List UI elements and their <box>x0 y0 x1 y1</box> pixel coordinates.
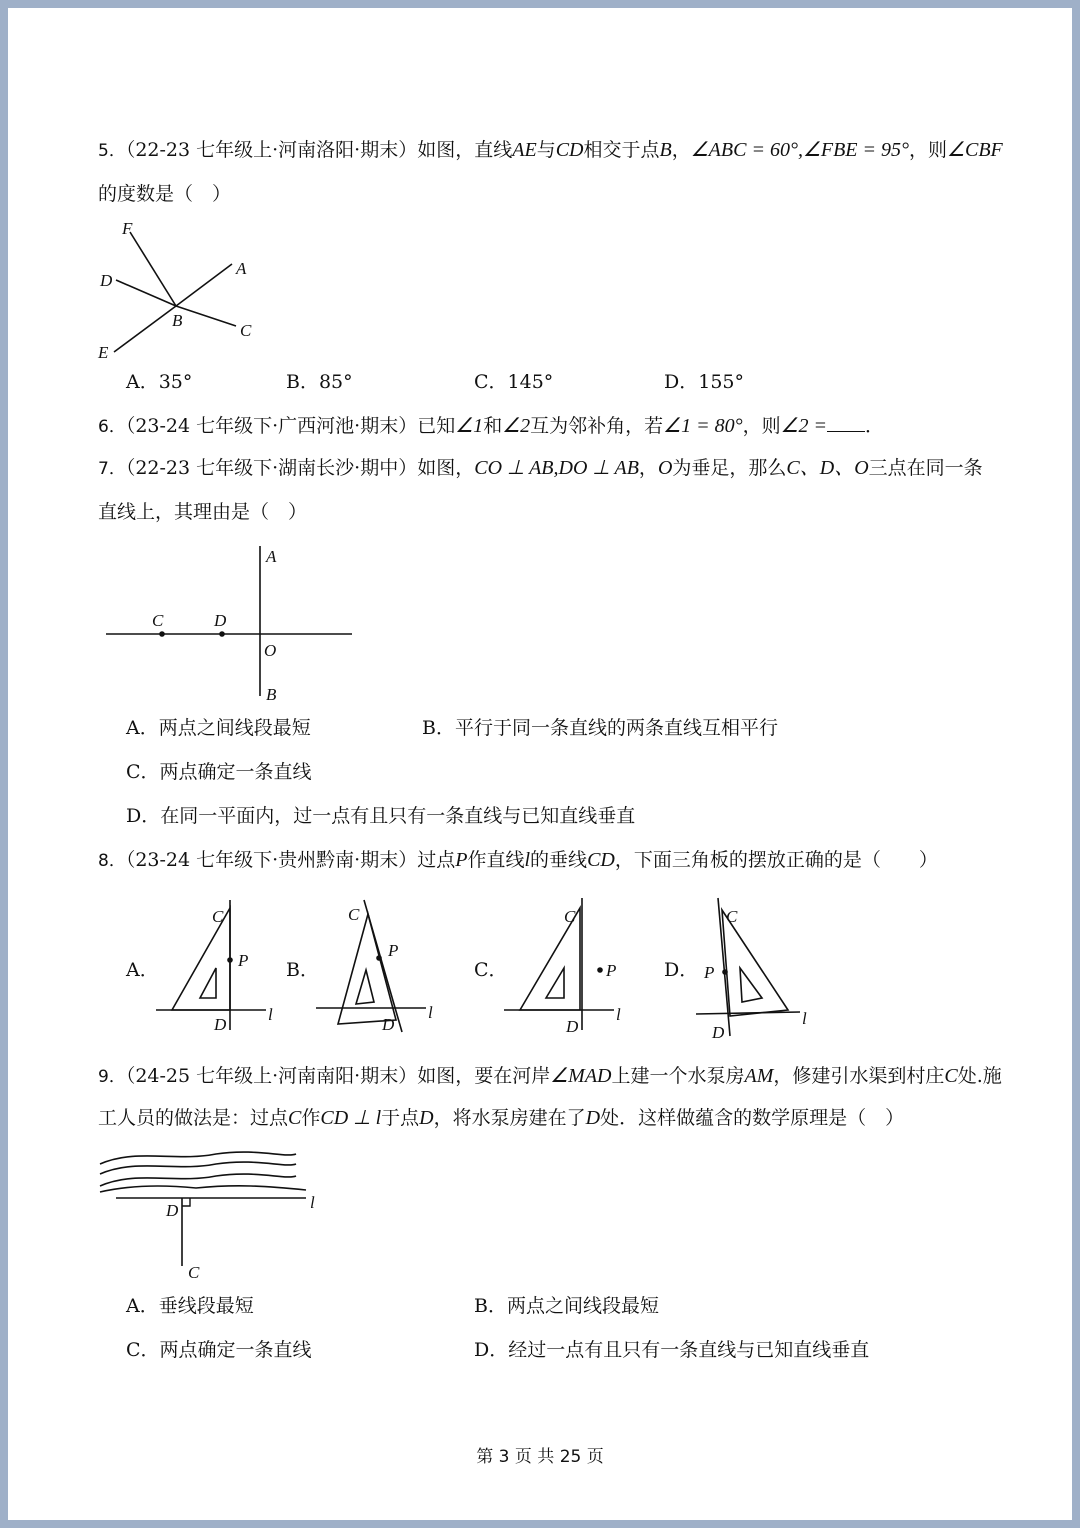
q8d-label-c: C <box>726 907 738 926</box>
q8-option-a-figure[interactable] <box>152 892 282 1042</box>
q8c-label-c: C <box>564 907 576 926</box>
q8-option-b-figure[interactable] <box>312 892 442 1042</box>
q8-option-c-letter[interactable]: C． <box>474 959 508 981</box>
q7-line1: 7．（22-23 七年级下·湖南长沙·期中）如图，CO ⊥ AB,DO ⊥ AB，O为垂足，那么C、D、O三点在同一条 <box>98 457 983 479</box>
q8b-label-c: C <box>348 905 360 924</box>
q5-line2: 的度数是（ ） <box>98 183 232 205</box>
q5-line1: 5．（22-23 七年级上·河南洛阳·期末）如图，直线AE与CD相交于点B，∠ABC = 60°,∠FBE = 95°，则∠CBF <box>98 139 1003 161</box>
q5-label-f: F <box>122 219 133 238</box>
q7-figure <box>104 542 364 702</box>
q9-option-d[interactable]: D．经过一点有且只有一条直线与已知直线垂直 <box>474 1339 870 1361</box>
q7-label-c: C <box>152 611 164 630</box>
q8-option-a-letter[interactable]: A． <box>126 959 159 981</box>
q8-option-d-letter[interactable]: D． <box>664 959 699 981</box>
q9-figure <box>96 1146 336 1286</box>
q8d-label-p: P <box>704 963 715 982</box>
q5-label-e: E <box>98 343 109 362</box>
q8a-label-c: C <box>212 907 224 926</box>
q8c-label-l: l <box>616 1005 621 1024</box>
q9-label-d: D <box>166 1201 179 1220</box>
q7-label-a: A <box>266 547 277 566</box>
q7-line2: 直线上，其理由是（ ） <box>98 501 308 523</box>
q8d-label-d: D <box>712 1023 725 1042</box>
q8a-label-l: l <box>268 1005 273 1024</box>
q5-label-d: D <box>100 271 113 290</box>
q8-option-b-letter[interactable]: B． <box>286 959 319 981</box>
q5-figure <box>96 218 276 362</box>
q7-option-a[interactable]: A．两点之间线段最短 <box>126 717 311 739</box>
q9-label-c: C <box>188 1263 200 1282</box>
q9-label-l: l <box>310 1193 315 1212</box>
q5-option-c[interactable]: C．145° <box>474 371 554 393</box>
q7-label-b: B <box>266 685 277 704</box>
q8-line1: 8．（23-24 七年级下·贵州黔南·期末）过点P作直线l的垂线CD，下面三角板的摆放正确的是（ ） <box>98 849 938 871</box>
q5-label-a: A <box>236 259 247 278</box>
q5-option-d[interactable]: D．155° <box>664 371 744 393</box>
q8c-label-d: D <box>566 1017 579 1036</box>
q7-option-d[interactable]: D．在同一平面内，过一点有且只有一条直线与已知直线垂直 <box>126 805 636 827</box>
q8b-label-p: P <box>388 941 399 960</box>
q8d-label-l: l <box>802 1009 807 1028</box>
q8-option-d-figure[interactable] <box>692 892 822 1042</box>
q7-option-c[interactable]: C．两点确定一条直线 <box>126 761 312 783</box>
q8b-label-d: D <box>382 1015 395 1034</box>
q7-label-o: O <box>264 641 277 660</box>
q7-option-b[interactable]: B．平行于同一条直线的两条直线互相平行 <box>422 717 778 739</box>
q5-label-c: C <box>240 321 252 340</box>
page-footer: 第 3 页 共 25 页 <box>476 1447 604 1467</box>
q9-option-b[interactable]: B．两点之间线段最短 <box>474 1295 659 1317</box>
q7-label-d: D <box>214 611 227 630</box>
q8b-label-l: l <box>428 1003 433 1022</box>
q8-option-c-figure[interactable] <box>500 892 630 1042</box>
document-page <box>8 8 1072 1520</box>
q8c-label-p: P <box>606 961 617 980</box>
q9-line1: 9．（24-25 七年级上·河南南阳·期末）如图，要在河岸∠MAD上建一个水泵房AM，修建引水渠到村庄C处.施 <box>98 1065 1002 1087</box>
q5-option-a[interactable]: A．35° <box>126 371 193 393</box>
q5-label-b: B <box>172 311 183 330</box>
q9-option-a[interactable]: A．垂线段最短 <box>126 1295 254 1317</box>
q6-answer-blank[interactable] <box>827 413 865 432</box>
q9-line2: 工人员的做法是：过点C作CD ⊥ l于点D，将水泵房建在了D处．这样做蕴含的数学原理是（ ） <box>98 1107 905 1129</box>
q9-option-c[interactable]: C．两点确定一条直线 <box>126 1339 312 1361</box>
q8a-label-p: P <box>238 951 249 970</box>
q8a-label-d: D <box>214 1015 227 1034</box>
q5-option-b[interactable]: B．85° <box>286 371 353 393</box>
q6-line1: 6．（23-24 七年级下·广西河池·期末）已知∠1和∠2互为邻补角，若∠1 = 80°，则∠2 = ． <box>98 415 885 437</box>
